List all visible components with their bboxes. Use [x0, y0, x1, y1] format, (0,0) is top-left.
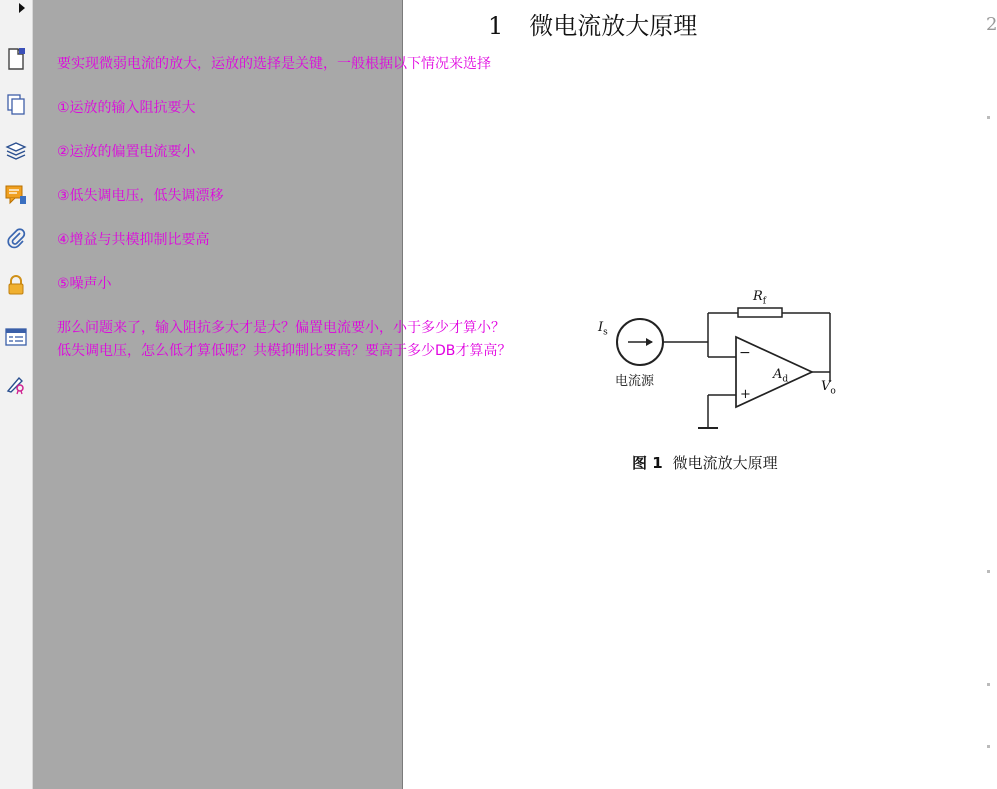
lock-icon[interactable]	[4, 273, 28, 297]
layers-icon[interactable]	[4, 139, 28, 163]
label-minus: −	[739, 345, 751, 361]
note-item-5[interactable]: ⑤噪声小	[57, 276, 112, 292]
note-question-line-2[interactable]: 低失调电压，怎么低才算低呢？共模抑制比要高？要高于多少DB才算高？	[57, 343, 512, 359]
note-item-4[interactable]: ④增益与共模抑制比要高	[57, 232, 210, 248]
note-question-line-1[interactable]: 那么问题来了，输入阻抗多大才是大？偏置电流要小，小于多少才算小？	[57, 320, 505, 336]
edge-mark	[987, 683, 990, 686]
label-ad: $A_d$	[773, 367, 789, 385]
comment-icon[interactable]	[4, 183, 28, 207]
note-item-2[interactable]: ②运放的偏置电流要小	[57, 144, 196, 160]
page-icon[interactable]	[4, 47, 28, 71]
figure-caption-text: 微电流放大原理	[672, 454, 778, 472]
circuit-figure	[590, 285, 850, 435]
edge-mark	[987, 116, 990, 119]
form-icon[interactable]	[4, 325, 28, 349]
attachment-icon[interactable]	[4, 227, 28, 251]
pane-divider[interactable]	[402, 0, 403, 789]
expand-panel-arrow-icon[interactable]	[19, 3, 25, 13]
label-rf: $R_f$	[753, 289, 767, 307]
left-toolbar	[0, 0, 33, 789]
section-number: 1	[488, 12, 504, 40]
section-title-text: 微电流放大原理	[529, 12, 698, 40]
figure-caption-number: 图 1	[632, 454, 663, 472]
annotation-pane	[33, 0, 403, 789]
section-title	[488, 6, 697, 41]
pages-icon[interactable]	[4, 93, 28, 117]
edge-mark	[987, 745, 990, 748]
figure-caption	[632, 452, 778, 473]
note-item-3[interactable]: ③低失调电压，低失调漂移	[57, 188, 224, 204]
label-is: $I_s$	[598, 320, 608, 338]
label-plus: +	[740, 387, 751, 402]
edge-mark	[987, 570, 990, 573]
sign-icon[interactable]	[4, 371, 28, 395]
note-item-1[interactable]: ①运放的输入阻抗要大	[57, 100, 196, 116]
label-vo: $V_o$	[821, 379, 836, 397]
next-column-edge: 2	[986, 14, 997, 35]
label-current-source: 电流源	[615, 374, 655, 389]
feedback-resistor	[738, 308, 782, 317]
note-intro[interactable]: 要实现微弱电流的放大，运放的选择是关键，一般根据以下情况来选择	[57, 56, 491, 72]
